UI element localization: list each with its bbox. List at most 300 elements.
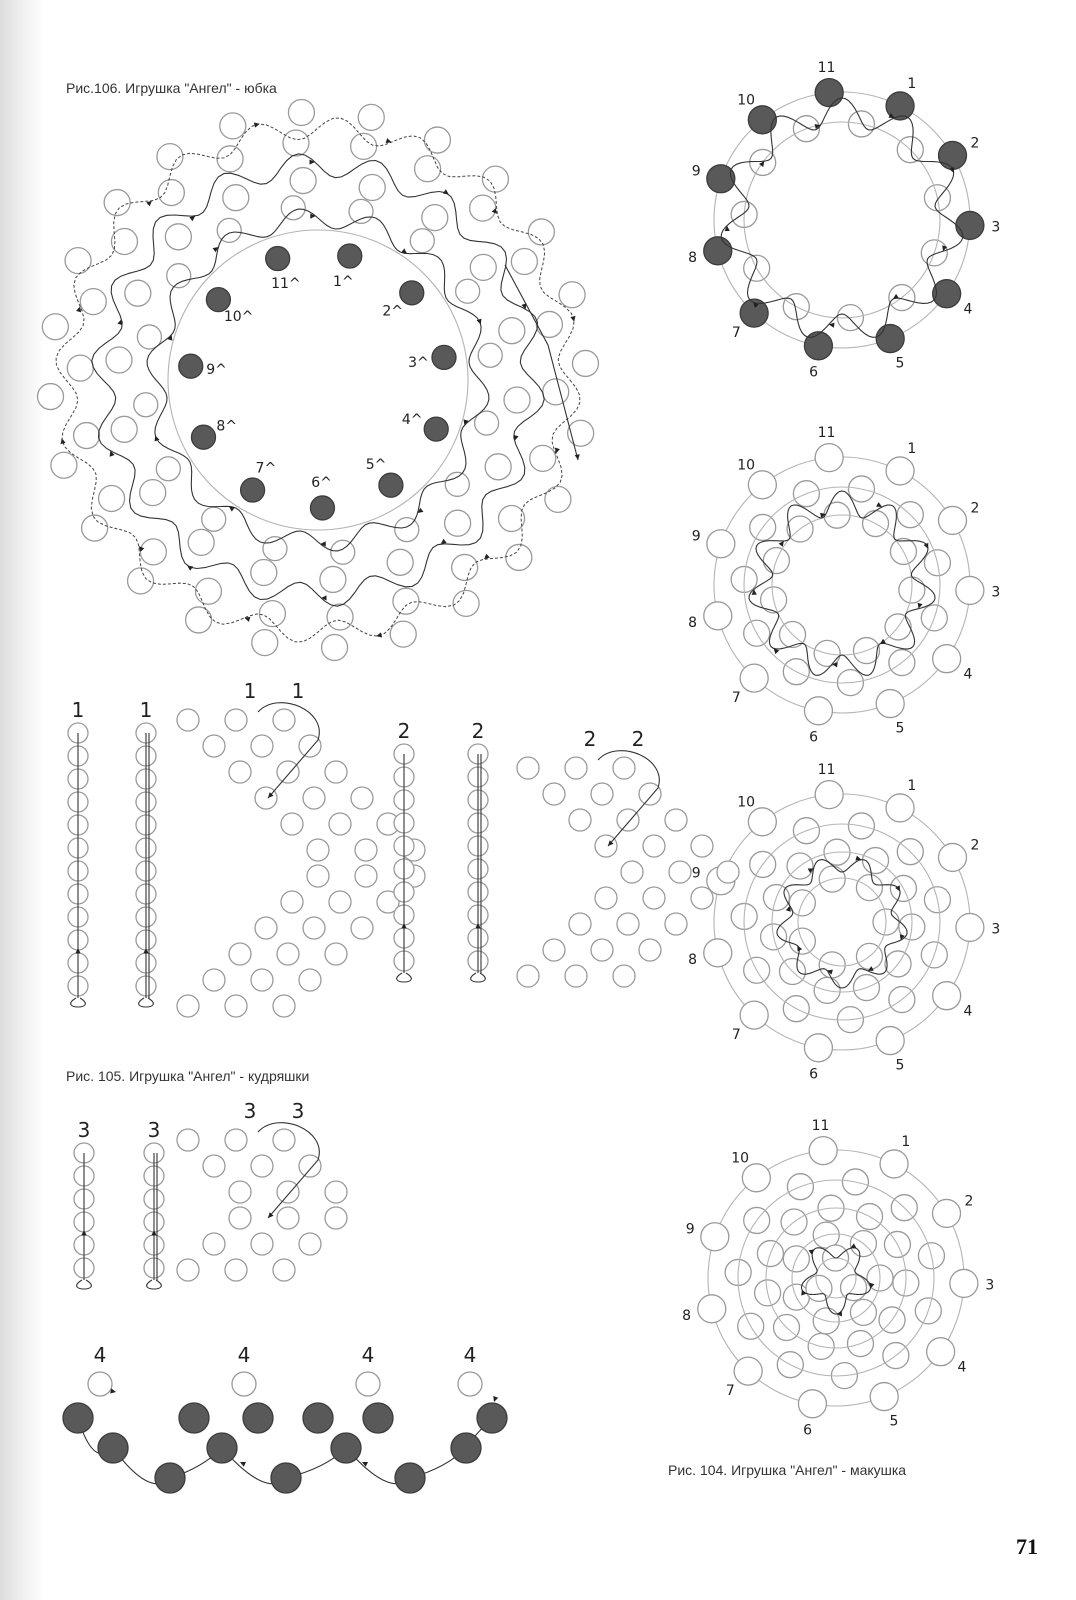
bead <box>290 168 316 194</box>
bead <box>543 939 565 961</box>
bead-numbered <box>809 1137 837 1165</box>
bead <box>470 195 496 221</box>
crown-bead-label: 11 <box>817 761 836 778</box>
bead <box>482 166 508 192</box>
arrowhead-icon <box>61 438 66 444</box>
thread-path <box>147 1280 162 1289</box>
curl-number-label: 1 <box>71 698 85 722</box>
crown-bead-label: 11 <box>817 424 836 441</box>
bead <box>325 1207 347 1229</box>
bead <box>223 185 249 211</box>
bead <box>88 1372 112 1396</box>
bead <box>273 1259 295 1281</box>
bead-numbered <box>956 913 984 941</box>
bead <box>195 578 221 604</box>
bead <box>251 560 277 586</box>
bead <box>104 190 130 216</box>
bead-dark <box>451 1433 481 1463</box>
curl-number-label: 4 <box>237 1343 251 1367</box>
bead <box>125 280 151 306</box>
crown-bead-label: 3 <box>985 1277 995 1294</box>
bead-dark-numbered <box>310 496 334 520</box>
bead-numbered <box>742 1164 770 1192</box>
crown-bead-label: 6 <box>803 1422 813 1439</box>
caption-figure-105: Рис. 105. Игрушка "Ангел" - кудряшки <box>66 1068 310 1084</box>
bead <box>453 590 479 616</box>
curl-number-label: 2 <box>631 727 645 751</box>
bead <box>329 891 351 913</box>
bead <box>545 486 571 512</box>
crown-bead-label: 4 <box>957 1359 967 1376</box>
crown-bead-label: 11 <box>817 59 836 76</box>
bead <box>691 835 713 857</box>
bead-dark-numbered <box>804 332 832 360</box>
bead <box>331 540 355 564</box>
bead-dark <box>98 1433 128 1463</box>
bead-dark <box>207 1433 237 1463</box>
crown-bead-label: 6 <box>809 729 819 746</box>
bead <box>445 510 471 536</box>
bead-numbered <box>956 576 984 604</box>
bead <box>572 350 598 376</box>
bead <box>393 588 419 614</box>
arrowhead-icon <box>725 226 730 232</box>
bead <box>134 393 158 417</box>
bead-dark <box>243 1403 273 1433</box>
skirt-bead-label: 11^ <box>271 276 301 293</box>
bead-numbered <box>704 602 732 630</box>
bead <box>277 761 299 783</box>
bead-numbered <box>804 1034 832 1062</box>
bead <box>263 537 287 561</box>
bead-numbered <box>704 939 732 967</box>
arrowhead-icon <box>244 617 250 622</box>
bead <box>617 809 639 831</box>
curl-number-label: 3 <box>77 1118 91 1142</box>
bead <box>42 314 68 340</box>
curl-number-label: 2 <box>397 719 411 743</box>
arrowhead-icon <box>254 123 260 128</box>
bead <box>217 146 243 172</box>
bead <box>225 709 247 731</box>
crown-bead-label: 7 <box>731 325 741 342</box>
bead-dark-numbered <box>338 244 362 268</box>
bead <box>158 180 184 206</box>
bead <box>74 423 100 449</box>
bead <box>325 761 347 783</box>
bead-numbered <box>886 794 914 822</box>
crown-bead-label: 2 <box>964 1193 974 1210</box>
bead-dark <box>331 1433 361 1463</box>
bead <box>277 1181 299 1203</box>
skirt-bead-label: 10^ <box>223 308 254 325</box>
bead <box>303 917 325 939</box>
bead-dark-numbered <box>424 417 448 441</box>
crown-bead-label: 8 <box>688 952 697 969</box>
bead <box>38 384 64 410</box>
bead <box>281 813 303 835</box>
crown-bead-label: 2 <box>970 837 980 854</box>
bead <box>351 787 373 809</box>
bead <box>327 604 353 630</box>
bead-numbered <box>939 843 967 871</box>
crown-bead-label: 6 <box>809 1066 819 1083</box>
bead-numbered <box>740 1001 768 1029</box>
arrowhead-icon <box>477 319 482 325</box>
figure-104-crown-step4 <box>682 1118 994 1439</box>
bead <box>186 607 212 633</box>
bead <box>530 445 556 471</box>
bead <box>499 318 525 344</box>
bead <box>281 891 303 913</box>
curl-number-label: 4 <box>463 1343 477 1367</box>
bead <box>669 861 691 883</box>
bead <box>478 343 502 367</box>
bead-dark-numbered <box>191 425 215 449</box>
bead-dark-numbered <box>815 79 843 107</box>
caption-figure-106: Рис.106. Игрушка "Ангел" - юбка <box>66 80 277 96</box>
bead <box>67 355 93 381</box>
bead <box>470 254 496 280</box>
crown-bead-label: 10 <box>737 794 756 811</box>
bead-numbered <box>815 444 843 472</box>
curl-number-label: 4 <box>93 1343 107 1367</box>
bead-numbered <box>748 471 776 499</box>
bead <box>617 913 639 935</box>
bead <box>595 835 617 857</box>
bead <box>273 1129 295 1151</box>
bead <box>82 515 108 541</box>
skirt-bead-label: 1^ <box>332 274 354 291</box>
bead <box>255 917 277 939</box>
bead-dark-numbered <box>266 247 290 271</box>
crown-bead-label: 5 <box>895 1057 905 1074</box>
bead-dark <box>477 1403 507 1433</box>
crown-bead-label: 5 <box>889 1413 899 1430</box>
bead <box>203 1233 225 1255</box>
bead <box>325 1181 347 1203</box>
bead-dark-numbered <box>379 473 403 497</box>
bead-numbered <box>804 697 832 725</box>
bead <box>259 601 285 627</box>
arrowhead-icon <box>876 502 882 507</box>
bead <box>359 174 385 200</box>
curl-number-label: 3 <box>147 1118 161 1142</box>
bead <box>499 506 525 532</box>
bead-numbered <box>876 690 904 718</box>
bead <box>349 199 373 223</box>
figure-104-crown-step2 <box>688 425 1000 746</box>
bead <box>157 144 183 170</box>
bead <box>177 995 199 1017</box>
thread-path <box>92 154 544 606</box>
bead <box>665 809 687 831</box>
arrowhead-icon <box>880 639 886 644</box>
bead-dark-numbered <box>939 141 967 169</box>
bead <box>203 969 225 991</box>
bead <box>410 229 434 253</box>
crown-bead-label: 6 <box>809 364 819 381</box>
crown-bead-label: 8 <box>688 615 697 632</box>
crown-bead-label: 8 <box>688 250 697 267</box>
bead <box>273 995 295 1017</box>
skirt-bead-label: 5^ <box>365 456 387 473</box>
page-number: 71 <box>1016 1534 1038 1559</box>
bead <box>251 1233 273 1255</box>
skirt-bead-label: 7^ <box>255 460 277 477</box>
bead <box>458 1372 482 1396</box>
bead <box>351 917 373 939</box>
bead-dark-numbered <box>876 325 904 353</box>
bead <box>156 457 180 481</box>
bead <box>355 865 377 887</box>
bead-numbered <box>927 1338 955 1366</box>
crown-bead-label: 9 <box>691 163 701 180</box>
bead-dark <box>395 1463 425 1493</box>
crown-bead-label: 2 <box>970 135 980 152</box>
bead <box>613 757 635 779</box>
bead <box>595 887 617 909</box>
bead <box>299 1155 321 1177</box>
bead <box>358 104 384 130</box>
bead-dark-numbered <box>704 237 732 265</box>
bead <box>288 100 314 126</box>
bead <box>528 219 554 245</box>
thread-path <box>56 118 580 642</box>
crown-bead-label: 10 <box>737 457 756 474</box>
thread-path <box>471 973 486 982</box>
bead <box>591 939 613 961</box>
thread-path <box>71 998 86 1007</box>
crown-bead-label: 10 <box>731 1150 750 1167</box>
bead-numbered <box>707 530 735 558</box>
crown-bead-label: 2 <box>970 500 980 517</box>
bead <box>543 783 565 805</box>
bead <box>106 347 132 373</box>
bead <box>569 913 591 935</box>
crown-bead-label: 4 <box>963 666 973 683</box>
curl-number-label: 1 <box>291 679 305 703</box>
bead <box>639 783 661 805</box>
arrowhead-icon <box>779 541 784 547</box>
bead <box>422 205 448 231</box>
bead <box>140 539 166 565</box>
crown-bead-label: 3 <box>991 219 1001 236</box>
bead <box>565 757 587 779</box>
crown-bead-label: 5 <box>895 720 905 737</box>
bead-numbered <box>701 1223 729 1251</box>
bead-dark <box>155 1463 185 1493</box>
bead-dark-numbered <box>179 354 203 378</box>
arrowhead-icon <box>76 306 81 312</box>
bead-numbered <box>740 664 768 692</box>
bead <box>543 379 569 405</box>
bead <box>283 130 309 156</box>
bead-dark-numbered <box>432 345 456 369</box>
bead <box>229 761 251 783</box>
bead <box>485 454 511 480</box>
bead-numbered <box>815 781 843 809</box>
bead <box>225 1129 247 1151</box>
figure-106-skirt <box>38 100 599 661</box>
bead-dark <box>363 1403 393 1433</box>
crown-bead-label: 3 <box>991 921 1001 938</box>
bead <box>281 196 305 220</box>
bead <box>203 1155 225 1177</box>
thread-path <box>397 973 412 982</box>
crown-bead-label: 4 <box>963 301 973 318</box>
crown-bead-label: 9 <box>691 528 701 545</box>
bead <box>229 1181 251 1203</box>
crown-bead-label: 7 <box>731 690 741 707</box>
arrowhead-icon <box>240 1462 246 1467</box>
bead <box>225 1259 247 1281</box>
bead <box>202 507 226 531</box>
bead <box>456 279 480 303</box>
crown-bead-label: 3 <box>991 584 1001 601</box>
curl-number-label: 1 <box>243 679 257 703</box>
arrowhead-icon <box>809 1249 815 1254</box>
bead <box>65 248 91 274</box>
bead-numbered <box>950 1269 978 1297</box>
bead <box>203 735 225 757</box>
bead <box>452 554 478 580</box>
curl-number-label: 3 <box>291 1099 305 1123</box>
arrowhead-icon <box>155 435 160 441</box>
bead-dark-numbered <box>241 478 265 502</box>
bead <box>220 113 246 139</box>
bead <box>387 549 413 575</box>
bead <box>717 861 739 883</box>
crown-bead-label: 1 <box>907 440 917 457</box>
bead <box>643 887 665 909</box>
arrowhead-icon <box>570 316 575 322</box>
arrowhead-icon <box>376 632 382 637</box>
arrowhead-icon <box>484 554 490 560</box>
bead <box>504 387 530 413</box>
curl-number-label: 3 <box>243 1099 257 1123</box>
bead-numbered <box>876 1027 904 1055</box>
bead-numbered <box>939 506 967 534</box>
bead <box>390 621 416 647</box>
thread-path <box>139 998 154 1007</box>
bead <box>165 224 191 250</box>
bead <box>251 1155 273 1177</box>
bead <box>299 969 321 991</box>
bead <box>591 783 613 805</box>
bead <box>229 1207 251 1229</box>
bead <box>273 709 295 731</box>
bead <box>517 965 539 987</box>
skirt-bead-label: 9^ <box>206 362 227 379</box>
bead-dark <box>63 1403 93 1433</box>
bead <box>517 757 539 779</box>
bead <box>415 156 441 182</box>
bead <box>251 969 273 991</box>
skirt-bead-label: 8^ <box>216 418 238 435</box>
bead-dark-numbered <box>956 211 984 239</box>
bead-numbered <box>880 1150 908 1178</box>
crown-bead-label: 1 <box>901 1133 911 1150</box>
caption-figure-104: Рис. 104. Игрушка "Ангел" - макушка <box>668 1462 907 1478</box>
bead-numbered <box>933 982 961 1010</box>
bead <box>99 486 125 512</box>
bead <box>177 1129 199 1151</box>
bead <box>356 1372 380 1396</box>
bead <box>511 248 537 274</box>
bead <box>307 865 329 887</box>
bead <box>643 835 665 857</box>
crown-bead-label: 9 <box>691 865 701 882</box>
bead <box>225 995 247 1017</box>
skirt-bead-label: 6^ <box>311 474 332 491</box>
curl-number-label: 1 <box>139 698 153 722</box>
bead <box>111 416 137 442</box>
bead <box>167 264 191 288</box>
arrowhead-icon <box>493 1396 498 1402</box>
crown-bead-label: 9 <box>685 1221 695 1238</box>
bead <box>351 133 377 159</box>
bead <box>229 943 251 965</box>
bead <box>140 480 166 506</box>
bead <box>177 709 199 731</box>
bead <box>569 809 591 831</box>
bead-numbered <box>933 1199 961 1227</box>
bead <box>299 735 321 757</box>
bead-dark <box>179 1403 209 1433</box>
bead <box>536 311 562 337</box>
bead-dark <box>303 1403 333 1433</box>
bead <box>565 965 587 987</box>
bead <box>80 289 106 315</box>
bead <box>252 630 278 656</box>
bead <box>307 839 329 861</box>
bead-numbered <box>798 1390 826 1418</box>
bead <box>621 861 643 883</box>
crown-bead-label: 1 <box>907 75 917 92</box>
curl-number-label: 2 <box>583 727 597 751</box>
bead <box>665 913 687 935</box>
bead-numbered <box>698 1295 726 1323</box>
figure-104-crown-step3 <box>688 762 1000 1083</box>
bead-numbered <box>734 1357 762 1385</box>
bead <box>325 943 347 965</box>
bead <box>217 218 241 242</box>
crown-bead-label: 7 <box>731 1027 741 1044</box>
bead <box>188 529 214 555</box>
crown-bead-label: 7 <box>725 1383 735 1400</box>
skirt-bead-label: 2^ <box>382 303 404 320</box>
bead-numbered <box>870 1383 898 1411</box>
skirt-bead-label: 3^ <box>408 354 429 371</box>
bead <box>277 1207 299 1229</box>
bead-numbered <box>748 808 776 836</box>
curl-number-label: 4 <box>361 1343 375 1367</box>
bead <box>445 472 469 496</box>
bead-numbered <box>886 457 914 485</box>
bead <box>303 787 325 809</box>
bead-dark-numbered <box>748 106 776 134</box>
crown-bead-label: 4 <box>963 1003 973 1020</box>
bead <box>322 634 348 660</box>
bead <box>355 839 377 861</box>
crown-bead-label: 1 <box>907 777 917 794</box>
bead <box>177 1259 199 1281</box>
bead <box>277 943 299 965</box>
crown-bead-label: 11 <box>811 1117 830 1134</box>
arrowhead-icon <box>189 216 195 221</box>
figure-104-crown-step1 <box>688 60 1000 381</box>
